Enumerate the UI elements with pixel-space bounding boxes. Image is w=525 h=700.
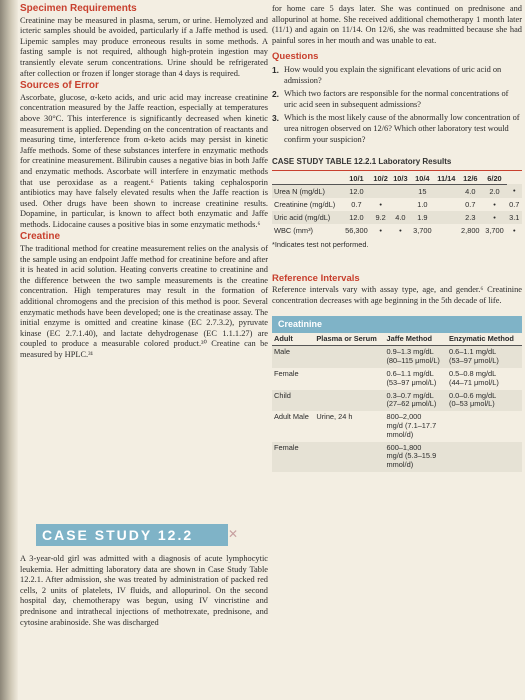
range-line: 0.5–0.8 mg/dL <box>448 369 497 379</box>
range-line: (27–62 μmol/L) <box>386 399 437 409</box>
jaffe-range-cell <box>384 346 447 368</box>
lab-table-header <box>272 173 522 185</box>
creatinine-header-cell: Enzymatic Method <box>447 333 522 346</box>
lab-table-body <box>272 184 522 237</box>
lab-value-cell: 9.2 <box>371 211 391 224</box>
range-line: 600–1,800 <box>386 442 422 452</box>
lab-value-cell: 4.0 <box>391 211 411 224</box>
range-line: 0.6–1.1 mg/dL <box>386 369 434 379</box>
lab-value-cell: 3.1 <box>507 211 522 224</box>
lab-value-cell <box>391 198 411 211</box>
table-row <box>272 184 522 198</box>
lab-value-cell: 0.7 <box>509 199 520 209</box>
lab-value-cell: 56,300 <box>345 225 368 235</box>
question-item <box>272 65 522 86</box>
lab-header-cell <box>272 173 342 185</box>
jaffe-range-cell <box>384 411 447 441</box>
creatinine-specimen-cell: Urine, 24 h <box>316 412 353 422</box>
lab-value-cell: • <box>512 225 516 235</box>
lab-value-cell: • <box>493 199 496 209</box>
enzymatic-range-cell <box>447 368 522 390</box>
question-number: 2. <box>272 89 279 100</box>
range-line: 0.6–1.1 mg/dL <box>448 347 497 357</box>
enzymatic-range-cell <box>447 346 522 368</box>
jaffe-range-cell <box>384 390 447 412</box>
lab-value-cell: 12.0 <box>342 184 371 198</box>
lab-row-label: WBC (mm³) <box>274 225 313 235</box>
questions-title: Questions <box>272 51 319 63</box>
range-line: mg/d (7.1–17.7 <box>386 421 437 431</box>
creatinine-table-header <box>272 333 522 346</box>
creatinine-header-cell: Adult <box>272 333 314 346</box>
lab-footnote: *Indicates test not performed. <box>272 239 369 249</box>
creatinine-group-cell: Female <box>272 442 314 472</box>
creatinine-specimen-cell <box>314 368 384 390</box>
table-row <box>272 211 522 224</box>
creatinine-table-title: Creatinine <box>272 316 522 333</box>
lab-header-cell: 12/6 <box>458 173 482 185</box>
question-text: Which is the most likely cause of the abnormally low concentration of urea nitrogen observed on 12/6? Which other laboratory test would confirm your suspicion? <box>284 113 520 144</box>
range-line: mmol/d) <box>386 429 414 439</box>
reference-title: Reference Intervals <box>272 273 360 285</box>
creatinine-table-body <box>272 346 522 472</box>
creatinine-group-cell: Female <box>274 369 299 379</box>
lab-value-cell: 1.9 <box>410 211 434 224</box>
lab-header-cell: 11/14 <box>434 173 458 185</box>
lab-value-cell: • <box>379 199 382 209</box>
table-row <box>272 198 522 211</box>
lab-value-cell: • <box>507 184 522 198</box>
creatinine-table <box>272 333 522 472</box>
range-line: (80–115 μmol/L) <box>386 356 440 366</box>
range-line: (0–53 μmol/L) <box>448 399 495 409</box>
error-text: Ascorbate, glucose, α-keto acids, and uric acid may increase creatinine concentration measured by the Jaffe reaction, especially at temperatures above 30°C. This interference is significantly decreased when kinetic measurement is applied. Depending on the concentration of reactants and measuring time, interference from α-keto acids may persist in kinetic Jaffe methods. Some of these substances interfere in enzymatic methods for creatinine measurement. Bilirubin causes a negative bias in both Jaffe and enzymatic methods. Ascorbate will interfere in enzymatic methods that use peroxidase as a reagent.⁶ Patients taking cephalosporin antibiotics may have falsely elevated results when the Jaffe reaction is used. Other drugs have been shown to increase creatinine results. Dopamine, in particular, is known to affect both enzymatic and Jaffe methods. Lidocaine causes a positive bias in some enzymatic methods.⁶ <box>20 92 268 229</box>
range-line: 800–2,000 <box>386 412 422 422</box>
range-line: (53–97 μmol/L) <box>386 377 437 387</box>
creatinine-specimen-cell <box>314 390 384 412</box>
range-line: 0.9–1.3 mg/dL <box>386 347 434 357</box>
lab-value-cell: 12.0 <box>342 211 371 224</box>
range-line: (44–71 μmol/L) <box>448 377 499 387</box>
range-line: mg/d (5.3–15.9 <box>386 451 437 461</box>
lab-value-cell: 0.7 <box>351 199 362 209</box>
range-line: mmol/d) <box>386 460 414 470</box>
lab-value-cell: 0.7 <box>465 199 476 209</box>
table-row <box>272 368 522 390</box>
lab-value-cell <box>391 184 411 198</box>
question-text: Which two factors are responsible for the normal concentrations of uric acid seen in subsequent admissions? <box>284 89 509 109</box>
table-row <box>272 346 522 368</box>
questions-list <box>272 65 522 145</box>
case-study-text: A 3-year-old girl was admitted with a diagnosis of acute lymphocytic leukemia. Her admitting laboratory data are shown in Case Study Table 12.2.1. After admission, she was treated by administration of packed red cells, 2 units of platelets, IV fluids, and allopurinol. On the second hospital day, chemotherapy was begun, using IV vincristine and prednisone and intrathecal injections of methotrexate, prednisone, and cytosine arabinoside. She was discharged <box>20 554 268 627</box>
lab-value-cell: 3,700 <box>485 225 504 235</box>
range-line: 0.3–0.7 mg/dL <box>386 390 434 400</box>
specimen-heading: Specimen Requirements <box>20 3 137 14</box>
lab-value-cell: 3,700 <box>413 225 432 235</box>
lab-value-cell: 15 <box>410 184 434 198</box>
lab-header-cell: 10/1 <box>342 173 371 185</box>
lab-header-cell: 10/3 <box>391 173 411 185</box>
table-row <box>272 442 522 472</box>
error-heading: Sources of Error <box>20 80 99 92</box>
lab-value-cell: 2,800 <box>461 225 480 235</box>
lab-header-cell: 10/2 <box>371 173 391 185</box>
lab-value-cell: 2.0 <box>482 184 506 198</box>
jaffe-range-cell <box>384 368 447 390</box>
lab-value-cell: • <box>482 211 506 224</box>
lab-value-cell <box>434 224 458 237</box>
lab-header-cell: 6/20 <box>482 173 506 185</box>
table-row <box>272 224 522 237</box>
range-line: (53–97 μmol/L) <box>448 356 499 366</box>
lab-value-cell: 1.0 <box>417 199 428 209</box>
table-row <box>272 390 522 412</box>
question-text: How would you explain the significant elevations of uric acid on admission? <box>284 64 502 85</box>
lab-row-label: Creatinine (mg/dL) <box>274 199 336 209</box>
page-binding-edge <box>0 0 18 700</box>
creatinine-group-cell: Child <box>272 390 314 412</box>
creatinine-header-cell: Plasma or Serum <box>314 333 384 346</box>
lab-value-cell <box>434 184 458 198</box>
lab-value-cell <box>371 184 391 198</box>
enzymatic-range-cell <box>447 411 522 441</box>
creatinine-specimen-cell <box>314 442 384 472</box>
enzymatic-range-cell <box>447 390 522 412</box>
range-line: 0.0–0.6 mg/dL <box>448 390 497 400</box>
question-item <box>272 89 522 110</box>
specimen-text: Creatinine may be measured in plasma, serum, or urine. Hemolyzed and icteric samples should be avoided, particularly if a Jaffe method is used. Lipemic samples may produce erroneous results in some methods. A fasting sample is not required, although high-protein ingestion may transiently elevate serum concentrations. Urine should be refrigerated after collection or frozen if longer storage than 4 days is required. <box>20 15 268 78</box>
lab-value-cell: 4.0 <box>458 184 482 198</box>
lab-value-cell <box>434 198 458 211</box>
case-continuation: for home care 5 days later. She was continued on prednisone and allopurinol at home. She received additional chemotherapy 1 month later (11/1) and again on 11/14. On 12/6, she was readmitted because she had painful sores in her mouth and was unable to eat. <box>272 4 522 45</box>
lab-row-label: Urea N (mg/dL) <box>272 184 342 198</box>
creatine-text: The traditional method for creatine measurement relies on the analysis of the sample using an endpoint Jaffe method for creatinine before and after it is heated in acid solution. Heating converts creatine to creatinine and the difference between the two sample measurements is the creatine concentration. High temperatures may result in the formation of additional chromogens and the precision of this method is poor. Several enzymatic methods have been developed; one is the creatinase assay. The initial enzyme is omitted and creatine kinase (EC 2.7.3.2), pyruvate kinase (EC 2.7.1.40), and lactate dehydrogenase (EC 1.1.1.27) are coupled to produce a measurable colored product.³⁰ Creatine can be measured by HPLC.³¹ <box>20 244 268 359</box>
creatinine-group-cell: Adult Male <box>274 412 309 422</box>
lab-row-label: Uric acid (mg/dL) <box>272 211 342 224</box>
lab-results-table <box>272 173 522 237</box>
lab-value-cell: • <box>379 225 382 235</box>
close-mark-icon: ✕ <box>228 527 239 541</box>
reference-text: Reference intervals vary with assay type, age, and gender.⁶ Creatinine concentration decreases with age beginning in the 5th decade of life. <box>272 284 522 305</box>
table-row <box>272 411 522 441</box>
creatine-heading: Creatine <box>20 231 61 243</box>
creatinine-specimen-cell <box>314 346 384 368</box>
case-study-banner: CASE STUDY 12.2 <box>36 524 228 546</box>
lab-value-cell: 2.3 <box>458 211 482 224</box>
right-column <box>272 4 522 472</box>
left-column <box>20 4 268 361</box>
creatinine-header-cell: Jaffe Method <box>384 333 447 346</box>
lab-value-cell <box>434 211 458 224</box>
lab-header-cell: 10/4 <box>410 173 434 185</box>
question-item <box>272 113 522 145</box>
enzymatic-range-cell <box>447 442 522 472</box>
lab-table-title: CASE STUDY TABLE 12.2.1 Laboratory Results <box>272 157 522 171</box>
question-number: 1. <box>272 64 279 75</box>
question-number: 3. <box>272 113 279 124</box>
jaffe-range-cell <box>384 442 447 472</box>
lab-value-cell: • <box>399 225 402 235</box>
creatinine-group-cell: Male <box>272 346 314 368</box>
